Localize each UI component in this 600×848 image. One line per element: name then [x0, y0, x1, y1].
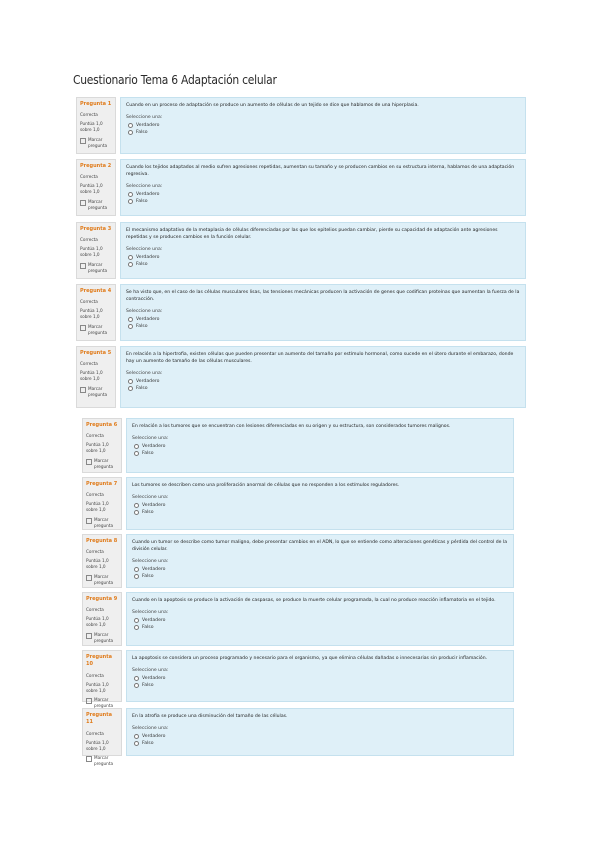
question-text: Los tumores se describen como una proliferación anormal de células que no responden a los estímulos reguladores. — [132, 483, 400, 488]
option-false[interactable] — [126, 198, 520, 205]
radio-button[interactable] — [128, 386, 133, 391]
option-true[interactable] — [126, 254, 520, 261]
option-false[interactable] — [126, 323, 520, 330]
flag-icon — [80, 325, 86, 331]
radio-button[interactable] — [128, 379, 133, 384]
radio-button[interactable] — [128, 317, 133, 322]
option-false[interactable] — [132, 573, 508, 580]
flag-label: Marcar pregunta — [88, 323, 108, 335]
option-true[interactable] — [126, 378, 520, 385]
option-true[interactable] — [132, 675, 508, 682]
question-state: Correcta — [80, 112, 98, 118]
question-number: Pregunta 2 — [80, 163, 112, 169]
radio-button[interactable] — [134, 618, 139, 623]
answer-prompt: Seleccione una: — [126, 309, 163, 315]
flag-icon — [80, 263, 86, 269]
option-true[interactable] — [126, 316, 520, 323]
question-mark: Puntúa 1,0 sobre 1,0 — [86, 616, 109, 628]
question-state: Correcta — [80, 237, 98, 243]
radio-button[interactable] — [128, 192, 133, 197]
radio-button[interactable] — [128, 199, 133, 204]
question-text: Cuando los tejidos adaptados al medio sufren agresiones repetidas, aumentan su tamaño y se producen cambios en su estructura interna, hablamos de una adaptación regresiva. — [126, 165, 515, 178]
flag-question-link[interactable] — [86, 755, 118, 767]
question-mark: Puntúa 1,0 sobre 1,0 — [86, 681, 109, 693]
question-content — [120, 346, 526, 408]
answer-prompt: Seleccione una: — [132, 668, 169, 674]
flag-label: Marcar pregunta — [88, 385, 108, 397]
option-label: Verdadero — [142, 444, 166, 450]
question-number: Pregunta 1 — [80, 101, 112, 107]
option-label: Verdadero — [142, 503, 166, 509]
question-3 — [76, 222, 526, 279]
flag-question-link[interactable] — [86, 632, 118, 644]
answer-prompt: Seleccione una: — [132, 436, 169, 442]
answer-prompt: Seleccione una: — [132, 495, 169, 501]
question-number: Pregunta 3 — [80, 226, 112, 232]
question-10 — [82, 650, 514, 708]
question-text: Cuando un tumor se describe como tumor maligno, debe presentar cambios en el ADN, lo que se entiende como alteraciones genéticas y pérdida del control de la división celular. — [132, 540, 508, 553]
question-state: Correcta — [86, 549, 104, 555]
flag-question-link[interactable] — [80, 324, 112, 336]
flag-label: Marcar pregunta — [94, 696, 114, 708]
flag-label: Marcar pregunta — [94, 631, 114, 643]
question-state: Correcta — [80, 299, 98, 305]
option-true[interactable] — [132, 617, 508, 624]
flag-question-link[interactable] — [80, 386, 112, 398]
radio-button[interactable] — [128, 123, 133, 128]
option-label: Verdadero — [142, 734, 166, 740]
flag-icon — [80, 387, 86, 393]
option-true[interactable] — [132, 502, 508, 509]
question-7 — [82, 477, 514, 530]
radio-button[interactable] — [134, 510, 139, 515]
question-text: La apoptosis se considera un proceso programado y necesario para el organismo, ya que elimina células dañadas o innecesarias sin producir inflamación. — [132, 656, 488, 661]
question-mark: Puntúa 1,0 sobre 1,0 — [80, 183, 103, 195]
question-content — [120, 222, 526, 279]
option-false[interactable] — [132, 682, 508, 689]
radio-button[interactable] — [134, 741, 139, 746]
option-label: Falso — [136, 199, 148, 205]
option-label: Falso — [142, 451, 154, 457]
question-info — [76, 284, 116, 341]
flag-icon — [86, 756, 92, 762]
flag-label: Marcar pregunta — [88, 198, 108, 210]
answer-prompt: Seleccione una: — [126, 184, 163, 190]
flag-icon — [86, 575, 92, 581]
radio-button[interactable] — [128, 130, 133, 135]
question-text: En relación a la hipertrofia, existen células que pueden presentar un aumento del tamaño por estímulo hormonal, como sucede en el útero durante el embarazo, donde hay un aumento de tamaño de las células musculares. — [126, 352, 514, 365]
flag-question-link[interactable] — [86, 458, 118, 470]
radio-button[interactable] — [134, 451, 139, 456]
question-state: Correcta — [86, 730, 104, 736]
question-4 — [76, 284, 526, 341]
question-info — [82, 418, 122, 473]
question-6 — [82, 418, 514, 473]
option-label: Verdadero — [136, 255, 160, 261]
question-mark: Puntúa 1,0 sobre 1,0 — [80, 370, 103, 382]
option-true[interactable] — [126, 191, 520, 198]
question-number: Pregunta 10 — [86, 654, 112, 668]
question-mark: Puntúa 1,0 sobre 1,0 — [86, 739, 109, 751]
radio-button[interactable] — [128, 324, 133, 329]
option-label: Verdadero — [136, 123, 160, 129]
flag-label: Marcar pregunta — [94, 457, 114, 469]
option-label: Falso — [142, 510, 154, 516]
radio-button[interactable] — [134, 503, 139, 508]
question-text: Cuando en un proceso de adaptación se produce un aumento de células de un tejido se dice que hablamos de una hiperplasia. — [126, 103, 419, 108]
question-content — [126, 534, 514, 588]
answer-prompt: Seleccione una: — [126, 115, 163, 121]
question-number: Pregunta 4 — [80, 288, 112, 294]
radio-button[interactable] — [134, 574, 139, 579]
question-info — [76, 222, 116, 279]
question-text: En la atrofia se produce una disminución del tamaño de las células. — [132, 714, 288, 719]
option-label: Falso — [142, 741, 154, 747]
flag-icon — [86, 698, 92, 704]
question-content — [126, 418, 514, 473]
option-true[interactable] — [132, 443, 508, 450]
option-false[interactable] — [132, 624, 508, 631]
flag-question-link[interactable] — [80, 262, 112, 274]
question-mark: Puntúa 1,0 sobre 1,0 — [80, 308, 103, 320]
option-label: Verdadero — [142, 676, 166, 682]
flag-icon — [80, 200, 86, 206]
question-9 — [82, 592, 514, 646]
question-number: Pregunta 8 — [86, 538, 118, 544]
question-content — [126, 708, 514, 756]
answer-prompt: Seleccione una: — [126, 371, 163, 377]
flag-label: Marcar pregunta — [88, 261, 108, 273]
option-label: Falso — [142, 625, 154, 631]
question-state: Correcta — [86, 672, 104, 678]
question-mark: Puntúa 1,0 sobre 1,0 — [86, 558, 109, 570]
flag-label: Marcar pregunta — [94, 516, 114, 528]
question-state: Correcta — [80, 361, 98, 367]
question-text: El mecanismo adaptativo de la metaplasia de células diferenciadas por las que los epitelios puedan cambiar, pierde su capacidad de adaptación ante agresiones repetidas y se producen cambios en la función celular. — [126, 228, 498, 241]
question-content — [126, 592, 514, 646]
radio-button[interactable] — [134, 734, 139, 739]
option-false[interactable] — [132, 509, 508, 516]
radio-button[interactable] — [134, 625, 139, 630]
radio-button[interactable] — [134, 567, 139, 572]
option-true[interactable] — [126, 122, 520, 129]
option-false[interactable] — [126, 385, 520, 392]
question-mark: Puntúa 1,0 sobre 1,0 — [80, 121, 103, 133]
option-label: Falso — [136, 262, 148, 268]
radio-button[interactable] — [134, 676, 139, 681]
question-content — [126, 477, 514, 530]
option-false[interactable] — [126, 261, 520, 268]
question-content — [120, 284, 526, 341]
question-state: Correcta — [86, 492, 104, 498]
question-info — [82, 708, 122, 766]
flag-question-link[interactable] — [80, 137, 112, 149]
flag-question-link[interactable] — [86, 517, 118, 529]
question-info — [82, 534, 122, 588]
option-false[interactable] — [132, 450, 508, 457]
question-mark: Puntúa 1,0 sobre 1,0 — [80, 246, 103, 258]
question-info — [82, 477, 122, 530]
question-8 — [82, 534, 514, 588]
radio-button[interactable] — [128, 255, 133, 260]
question-content — [120, 159, 526, 216]
flag-label: Marcar pregunta — [94, 754, 114, 766]
question-info — [82, 592, 122, 646]
question-content — [126, 650, 514, 702]
question-number: Pregunta 6 — [86, 422, 118, 428]
question-2 — [76, 159, 526, 216]
question-number: Pregunta 11 — [86, 712, 112, 726]
question-1 — [76, 97, 526, 154]
question-mark: Puntúa 1,0 sobre 1,0 — [86, 442, 109, 454]
option-label: Falso — [136, 386, 148, 392]
answer-prompt: Seleccione una: — [126, 247, 163, 253]
flag-icon — [86, 633, 92, 639]
option-label: Verdadero — [136, 379, 160, 385]
option-label: Falso — [142, 683, 154, 689]
flag-label: Marcar pregunta — [88, 136, 108, 148]
flag-icon — [86, 518, 92, 524]
option-true[interactable] — [132, 733, 508, 740]
question-mark: Puntúa 1,0 sobre 1,0 — [86, 501, 109, 513]
question-text: En relación a los tumores que se encuentran con lesiones diferenciadas en su origen y su estructura, son considerados tumores malignos. — [132, 424, 451, 429]
option-label: Verdadero — [136, 192, 160, 198]
question-info — [76, 346, 116, 408]
option-label: Verdadero — [142, 618, 166, 624]
question-content — [120, 97, 526, 154]
flag-question-link[interactable] — [80, 199, 112, 211]
flag-question-link[interactable] — [86, 574, 118, 586]
radio-button[interactable] — [128, 262, 133, 267]
option-false[interactable] — [132, 740, 508, 747]
option-label: Falso — [142, 574, 154, 580]
question-state: Correcta — [86, 433, 104, 439]
question-state: Correcta — [80, 174, 98, 180]
answer-prompt: Seleccione una: — [132, 610, 169, 616]
option-label: Verdadero — [136, 317, 160, 323]
option-label: Falso — [136, 324, 148, 330]
page-title: Cuestionario Tema 6 Adaptación celular — [73, 72, 277, 87]
radio-button[interactable] — [134, 444, 139, 449]
question-11 — [82, 708, 514, 766]
question-number: Pregunta 9 — [86, 596, 118, 602]
option-false[interactable] — [126, 129, 520, 136]
question-info — [76, 97, 116, 154]
question-text: Cuando en la apoptosis se produce la activación de caspasas, se produce la muerte celular programada, la cual no produce reacción inflamatoria en el tejido. — [132, 598, 496, 603]
question-number: Pregunta 7 — [86, 481, 118, 487]
flag-icon — [80, 138, 86, 144]
question-info — [82, 650, 122, 708]
option-label: Falso — [136, 130, 148, 136]
option-label: Verdadero — [142, 567, 166, 573]
question-text: Se ha visto que, en el caso de las células musculares lisas, las tensiones mecánicas producen la activación de genes que codifican proteínas que aumentan la fuerza de la contracción. — [126, 290, 520, 303]
question-info — [76, 159, 116, 216]
answer-prompt: Seleccione una: — [132, 559, 169, 565]
question-5 — [76, 346, 526, 408]
question-state: Correcta — [86, 607, 104, 613]
question-number: Pregunta 5 — [80, 350, 112, 356]
answer-prompt: Seleccione una: — [132, 726, 169, 732]
radio-button[interactable] — [134, 683, 139, 688]
option-true[interactable] — [132, 566, 508, 573]
flag-icon — [86, 459, 92, 465]
flag-label: Marcar pregunta — [94, 573, 114, 585]
